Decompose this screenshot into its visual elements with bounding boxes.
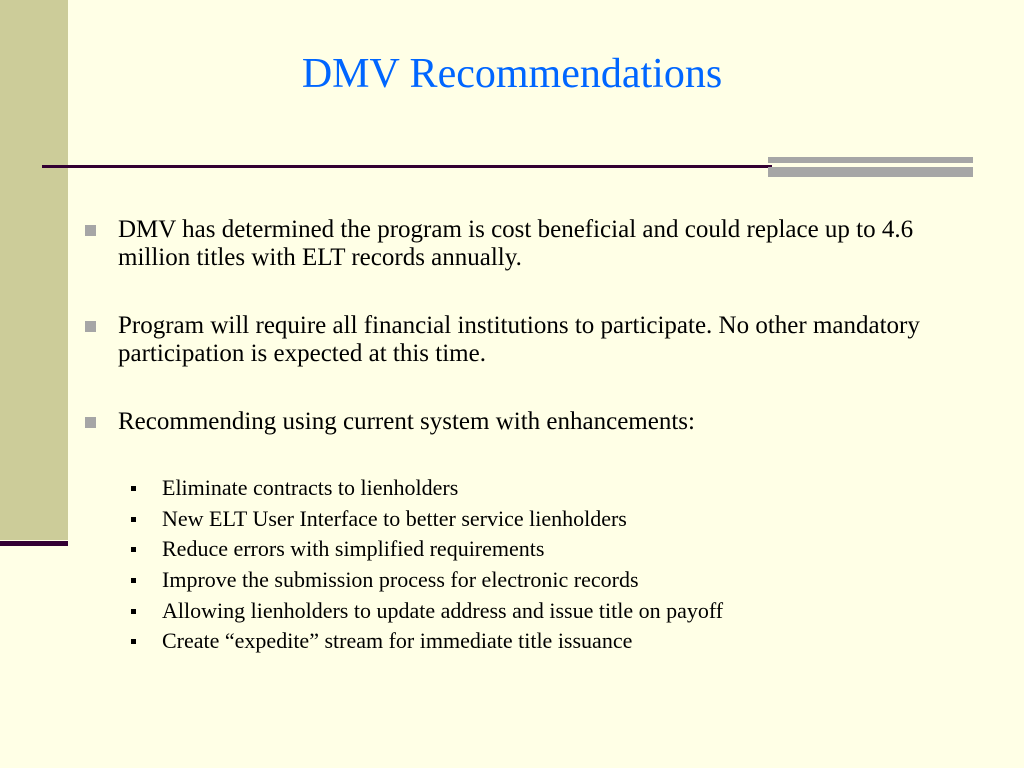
small-square-bullet-icon bbox=[131, 609, 136, 614]
sub-bullet-item bbox=[162, 628, 962, 654]
square-bullet-icon bbox=[85, 321, 96, 332]
square-bullet-icon bbox=[85, 417, 96, 428]
small-square-bullet-icon bbox=[131, 639, 136, 644]
sub-bullet-text: Eliminate contracts to lienholders bbox=[162, 475, 459, 500]
bullet-item bbox=[118, 312, 938, 368]
sub-bullet-item bbox=[162, 475, 962, 501]
sub-bullet-text: Improve the submission process for electronic records bbox=[162, 567, 639, 592]
bullet-text: Program will require all financial institutions to participate. No other mandatory participation is expected at this time. bbox=[118, 312, 920, 367]
small-square-bullet-icon bbox=[131, 578, 136, 583]
sub-bullet-text: Create “expedite” stream for immediate title issuance bbox=[162, 628, 633, 653]
sub-bullet-item bbox=[162, 536, 962, 562]
square-bullet-icon bbox=[85, 225, 96, 236]
bullet-item bbox=[118, 408, 938, 436]
small-square-bullet-icon bbox=[131, 486, 136, 491]
sub-bullet-text: Reduce errors with simplified requirements bbox=[162, 536, 545, 561]
bullet-item bbox=[118, 216, 938, 272]
small-square-bullet-icon bbox=[131, 517, 136, 522]
sub-bullet-text: Allowing lienholders to update address and issue title on payoff bbox=[162, 598, 724, 623]
sub-bullet-text: New ELT User Interface to better service lienholders bbox=[162, 506, 627, 531]
sub-bullet-item bbox=[162, 598, 962, 624]
bullet-text: Recommending using current system with enhancements: bbox=[118, 408, 695, 435]
small-square-bullet-icon bbox=[131, 547, 136, 552]
bullet-text: DMV has determined the program is cost beneficial and could replace up to 4.6 million titles with ELT records annually. bbox=[118, 216, 914, 271]
slide-title: DMV Recommendations bbox=[301, 51, 723, 97]
sub-bullet-item bbox=[162, 506, 962, 532]
sub-bullet-item bbox=[162, 567, 962, 593]
